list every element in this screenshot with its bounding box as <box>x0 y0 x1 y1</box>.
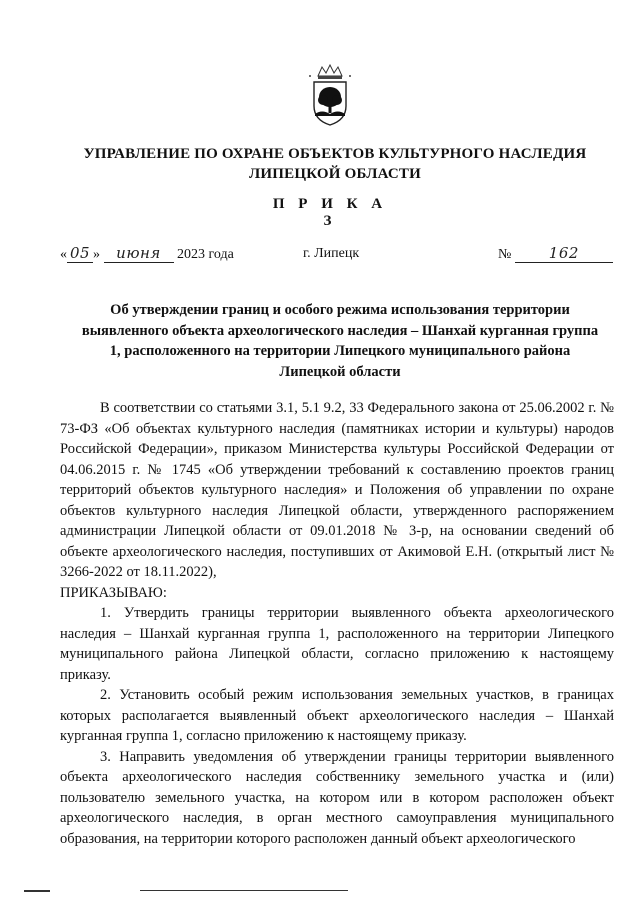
number-label: № <box>498 247 512 262</box>
footer-mark <box>24 890 50 892</box>
document-title <box>60 300 620 382</box>
date-quote-open: « <box>60 247 67 262</box>
title-line: 1, расположенного на территории Липецкого муниципального района <box>109 343 571 359</box>
date-year: 2023 года <box>177 247 234 262</box>
footer-line <box>140 890 348 891</box>
number-value: 162 <box>515 244 613 263</box>
document-date <box>60 244 250 265</box>
body-paragraph: 3. Направить уведомления об утверждении границы территории выявленного объекта археологического наследия собственнику земельного участка и (или) пользователю земельного участка, на котором или в котором расположен объект археологического наследия, в орган местного самоуправления муниципального образования, на территории которого расположен данный объект археологического <box>60 748 614 847</box>
document-body <box>60 398 614 849</box>
organization-name-line1: УПРАВЛЕНИЕ ПО ОХРАНЕ ОБЪЕКТОВ КУЛЬТУРНОГО НАСЛЕДИЯ <box>83 146 587 162</box>
body-order-word: ПРИКАЗЫВАЮ: <box>60 584 167 601</box>
date-quote-close: » <box>93 247 100 262</box>
date-month: июня <box>104 244 174 263</box>
document-city: г. Липецк <box>303 246 360 261</box>
date-day: 05 <box>67 244 93 263</box>
body-paragraph: В соответствии со статьями 3.1, 5.1 9.2, 33 Федерального закона от 25.06.2002 г. № 73-ФЗ «Об объектах культурного наследия (памятниках истории и культуры) народов Российской Федерации», приказом Министерства культуры Российской Федерации от 04.06.2015 г. № 1745 «Об утверждении требований к составлению проектов границ территорий объектов культурного наследия» и Положения об управлении по охране объектов культурного наследия Липецкой области, утвержденного распоряжением администрации Липецкой области от 09.01.2018 № 3-р, на основании сведений об объекте археологического наследия, поступивших от Акимовой Е.Н. (открытый лист № 3266-2022 от 18.11.2022), <box>60 400 614 580</box>
title-line: выявленного объекта археологического наследия – Шанхай курганная группа <box>81 322 599 339</box>
coat-of-arms-icon <box>300 62 360 128</box>
organization-name-line2: ЛИПЕЦКОЙ ОБЛАСТИ <box>249 166 421 182</box>
document-number <box>498 244 618 265</box>
title-line: Об утверждении границ и особого режима использования территории <box>110 302 570 318</box>
title-line: Липецкой области <box>279 363 401 380</box>
document-type: П Р И К А З <box>272 196 388 229</box>
body-paragraph: 1. Утвердить границы территории выявленного объекта археологического наследия – Шанхай курганная группа 1, расположенного на территории Липецкого муниципального района Липецкой области, согласно приложению к настоящему приказу. <box>60 605 614 683</box>
body-paragraph: 2. Установить особый режим использования земельных участков, в границах которых располагается выявленный объект археологического наследия – Шанхай курганная группа 1, согласно приложению к настоящему приказу. <box>60 687 614 744</box>
